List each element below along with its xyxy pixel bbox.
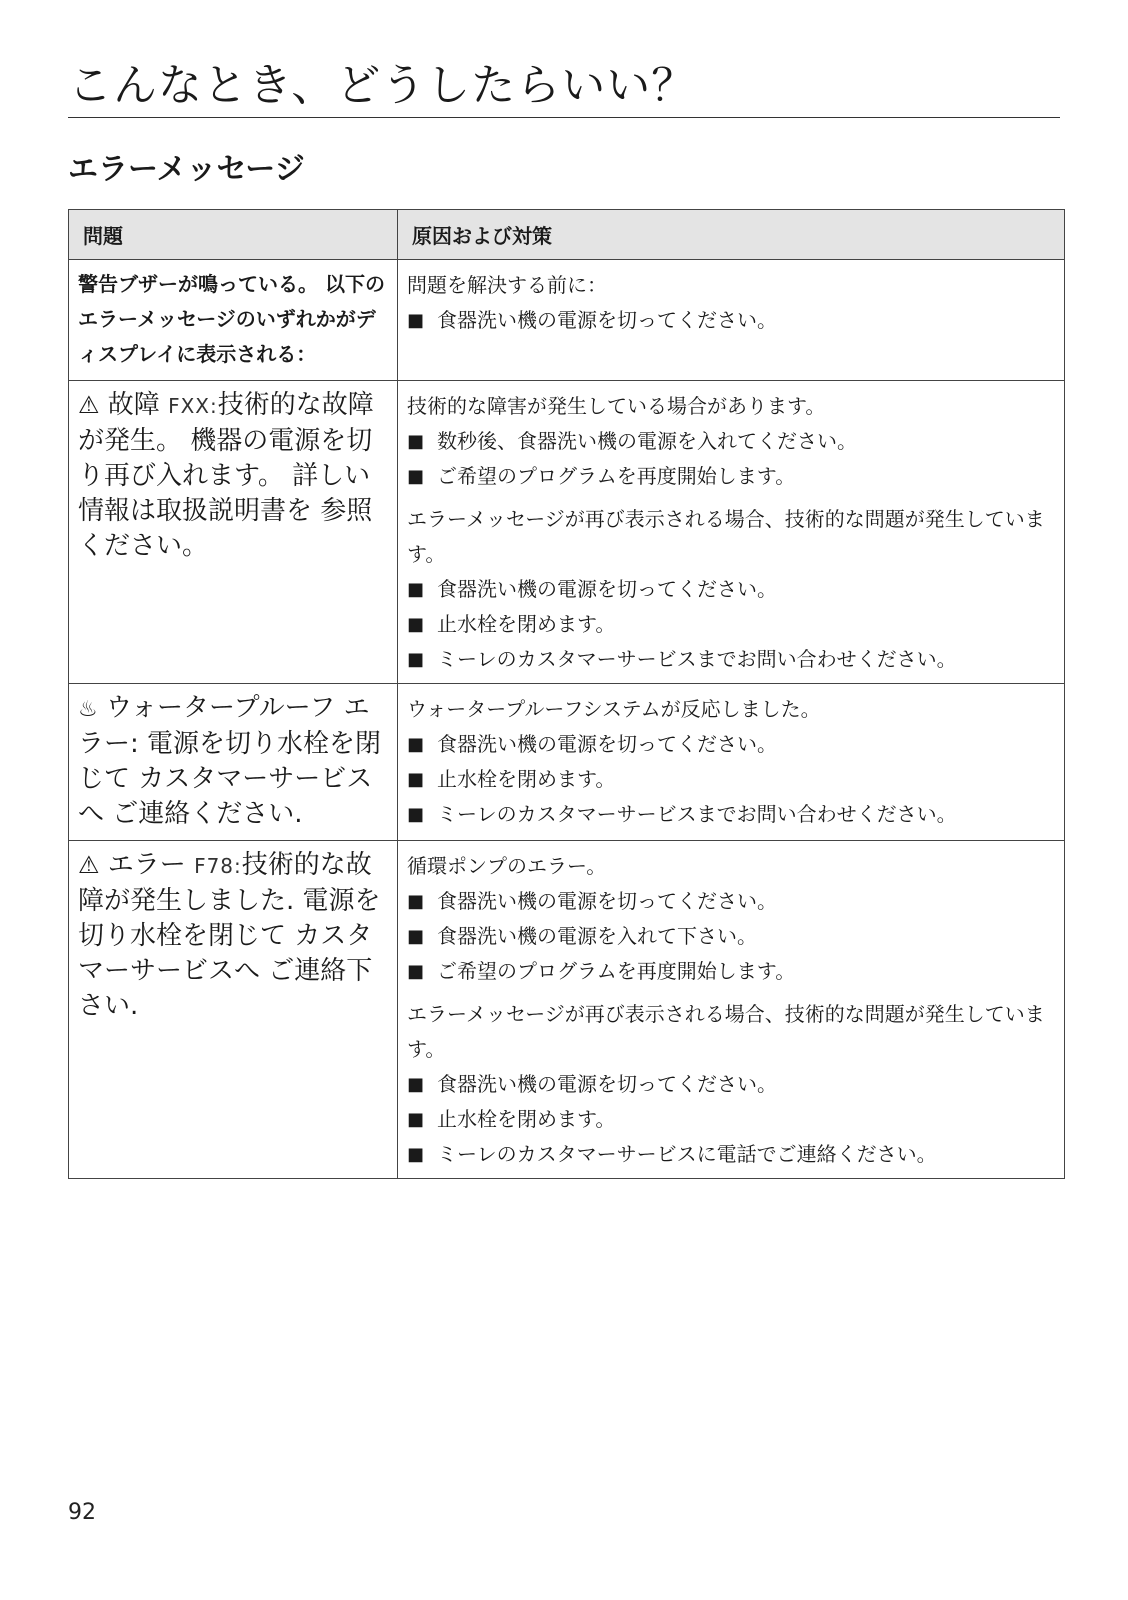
cause-repeat: エラーメッセージが再び表示される場合、技術的な問題が発生しています。 [407,1002,1045,1061]
table-row [69,841,1065,1179]
page-number: 92 [68,1500,96,1525]
problem-cell [69,841,398,1179]
cause-cell [398,841,1065,1179]
table-row [69,260,1065,381]
remedy-list [407,424,1054,494]
remedy-list [407,727,1054,832]
remedy-list [407,572,1054,677]
warning-triangle-icon: ⚠ [78,391,100,419]
bullet-icon: ■ [407,734,425,755]
warning-triangle-icon: ⚠ [78,851,100,879]
cause-intro: ウォータープルーフシステムが反応しました。 [407,697,821,721]
bullet-icon: ■ [407,891,425,912]
list-item: ■ 食器洗い機の電源を切ってください。 [407,727,1054,762]
water-tap-icon: ♨ [78,697,98,722]
page-title: こんなとき、どうしたらいい？ [68,60,697,111]
list-item: ■ 止水栓を閉めます。 [407,607,1054,642]
error-code: F78: [194,854,242,878]
bullet-icon: ■ [407,579,425,600]
table-row [69,684,1065,841]
list-item: ■ ご希望のプログラムを再度開始します。 [407,459,1054,494]
list-item: ■ 食器洗い機の電源を切ってください。 [407,884,1054,919]
list-item: ■ 食器洗い機の電源を切ってください。 [407,572,1054,607]
bullet-icon: ■ [407,466,425,487]
list-item: ■ ミーレのカスタマーサービスに電話でご連絡ください。 [407,1137,1054,1172]
header-cause-remedy: 原因および対策 [398,210,1065,260]
bullet-icon: ■ [407,769,425,790]
bullet-icon: ■ [407,614,425,635]
remedy-list [407,1067,1054,1172]
bullet-icon: ■ [407,926,425,947]
cause-cell [398,381,1065,684]
cause-cell [398,684,1065,841]
problem-cell [69,684,398,841]
error-message-table [68,209,1065,1179]
message-label: 故障 [107,390,160,420]
bullet-icon: ■ [407,431,425,452]
message-label: エラー [107,850,186,880]
table-header-row [69,210,1065,260]
display-message [78,691,389,832]
remedy-list [407,884,1054,989]
display-message [78,388,389,564]
message-text: 電源を切り水栓を閉じて カスタマーサービスへ ご連絡ください. [78,729,382,829]
message-text: 技術的な故障が発生。 機器の電源を切り再び入れます。 詳しい情報は取扱説明書を 参照ください。 [78,390,374,561]
bullet-icon: ■ [407,804,425,825]
cause-intro: 技術的な障害が発生している場合があります。 [407,394,826,418]
problem-text: 警告ブザーが鳴っている。 以下のエラーメッセージのいずれかがディスプレイに表示される： [78,272,385,366]
list-item: ■ 食器洗い機の電源を切ってください。 [407,303,1054,338]
list-item: ■ 食器洗い機の電源を入れて下さい。 [407,919,1054,954]
list-item: ■ 食器洗い機の電源を切ってください。 [407,1067,1054,1102]
list-item: ■ 止水栓を閉めます。 [407,762,1054,797]
cause-repeat: エラーメッセージが再び表示される場合、技術的な問題が発生しています。 [407,507,1045,566]
list-item: ■ 止水栓を閉めます。 [407,1102,1054,1137]
error-code: FXX: [168,394,218,418]
bullet-icon: ■ [407,961,425,982]
cause-intro: 問題を解決する前に： [407,273,607,297]
cause-intro: 循環ポンプのエラー。 [407,854,607,878]
section-title: エラーメッセージ [68,152,305,187]
list-item: ■ ミーレのカスタマーサービスまでお問い合わせください。 [407,797,1054,832]
header-problem: 問題 [69,210,398,260]
bullet-icon: ■ [407,1109,425,1130]
bullet-icon: ■ [407,649,425,670]
remedy-list [407,303,1054,338]
list-item: ■ 数秒後、食器洗い機の電源を入れてください。 [407,424,1054,459]
table-row [69,381,1065,684]
list-item: ■ ご希望のプログラムを再度開始します。 [407,954,1054,989]
bullet-icon: ■ [407,1074,425,1095]
cause-cell [398,260,1065,381]
bullet-icon: ■ [407,310,425,331]
list-item: ■ ミーレのカスタマーサービスまでお問い合わせください。 [407,642,1054,677]
bullet-icon: ■ [407,1144,425,1165]
problem-cell [69,381,398,684]
display-message [78,848,389,1024]
problem-cell [69,260,398,381]
message-text: 技術的な故障が発生しました. 電源を切り水栓を閉じて カスタマーサービスへ ご連絡下さい. [78,850,381,1021]
message-label: ウォータープルーフ エラー: [78,693,370,759]
title-divider [68,117,1060,118]
